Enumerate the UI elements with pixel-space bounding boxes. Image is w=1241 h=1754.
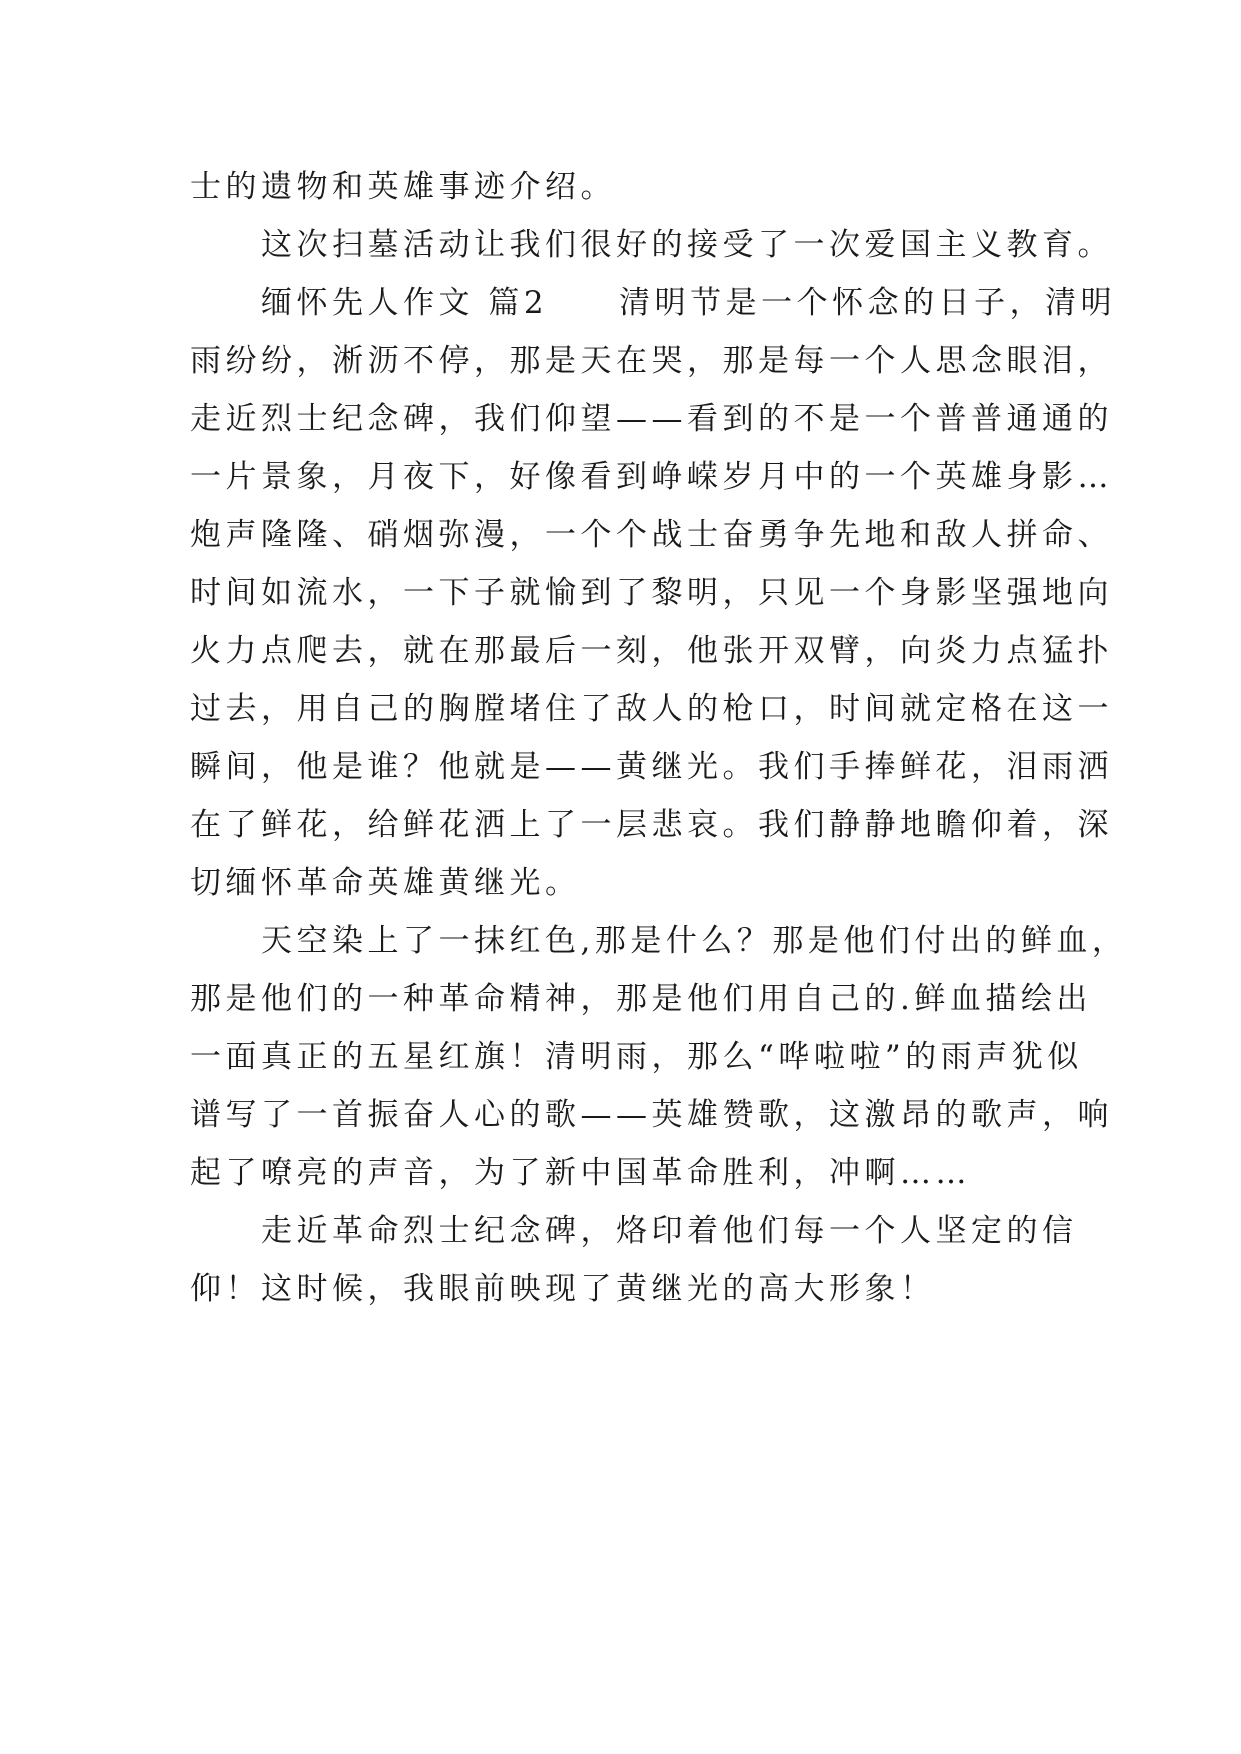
text-line: 一面真正的五星红旗！清明雨，那么“哗啦啦”的雨声犹似	[190, 1039, 1083, 1075]
text-line: 天空染上了一抹红色,那是什么？那是他们付出的鲜血，	[190, 923, 1128, 959]
text-line: 切缅怀革命英雄黄继光。	[190, 865, 581, 901]
essay-body	[190, 158, 1128, 1318]
text-line: 这次扫墓活动让我们很好的接受了一次爱国主义教育。	[190, 227, 1113, 263]
text-line: 瞬间，他是谁？他就是——黄继光。我们手捧鲜花，泪雨洒	[190, 749, 1113, 785]
text-line: 在了鲜花，给鲜花洒上了一层悲哀。我们静静地瞻仰着，深	[190, 807, 1113, 843]
text-line: 仰！这时候，我眼前映现了黄继光的高大形象！	[190, 1271, 936, 1307]
text-line: 缅怀先人作文 篇2 清明节是一个怀念的日子，清明	[190, 285, 1117, 321]
text-line: 谱写了一首振奋人心的歌——英雄赞歌，这激昂的歌声，响	[190, 1097, 1113, 1133]
text-line: 走近烈士纪念碑，我们仰望——看到的不是一个普普通通的	[190, 401, 1113, 437]
text-line: 士的遗物和英雄事迹介绍。	[190, 169, 616, 205]
text-line: 过去，用自己的胸膛堵住了敌人的枪口，时间就定格在这一	[190, 691, 1113, 727]
text-line: 雨纷纷，淅沥不停，那是天在哭，那是每一个人思念眼泪，	[190, 343, 1113, 379]
text-line: 炮声隆隆、硝烟弥漫，一个个战士奋勇争先地和敌人拼命、	[190, 517, 1113, 553]
text-line: 时间如流水，一下子就愉到了黎明，只见一个身影坚强地向	[190, 575, 1113, 611]
text-line: 一片景象，月夜下，好像看到峥嵘岁月中的一个英雄身影…	[190, 459, 1113, 495]
text-line: 那是他们的一种革命精神，那是他们用自己的.鲜血描绘出	[190, 981, 1092, 1017]
text-line: 火力点爬去，就在那最后一刻，他张开双臂，向炎力点猛扑	[190, 633, 1113, 669]
text-line: 走近革命烈士纪念碑，烙印着他们每一个人坚定的信	[190, 1213, 1078, 1249]
text-line: 起了嘹亮的声音，为了新中国革命胜利，冲啊……	[190, 1155, 971, 1191]
